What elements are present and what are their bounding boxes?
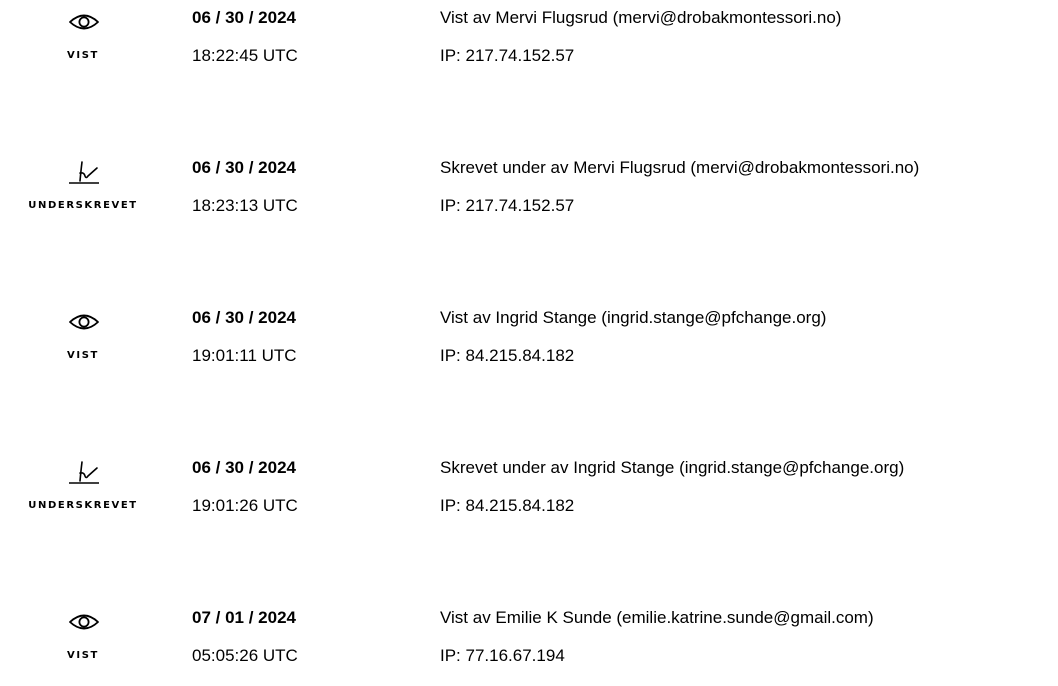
eye-icon <box>67 608 101 636</box>
event-description: Vist av Emilie K Sunde (emilie.katrine.sunde@gmail.com) <box>440 608 874 627</box>
event-label: VIST <box>67 350 99 361</box>
event-date: 06 / 30 / 2024 <box>192 458 296 477</box>
audit-entry <box>0 606 1058 686</box>
event-time: 18:23:13 UTC <box>192 196 298 215</box>
event-type <box>0 306 166 386</box>
event-date: 06 / 30 / 2024 <box>192 308 296 327</box>
audit-entry <box>0 6 1058 86</box>
event-time: 19:01:11 UTC <box>192 346 297 365</box>
event-label: UNDERSKREVET <box>28 200 138 211</box>
signature-icon <box>67 458 101 486</box>
event-ip: IP: 84.215.84.182 <box>440 346 575 365</box>
event-time: 18:22:45 UTC <box>192 46 298 65</box>
event-type <box>0 606 166 686</box>
audit-entry <box>0 306 1058 386</box>
event-description: Vist av Ingrid Stange (ingrid.stange@pfchange.org) <box>440 308 827 327</box>
event-ip: IP: 84.215.84.182 <box>440 496 575 515</box>
event-label: VIST <box>67 650 99 661</box>
signature-icon <box>67 158 101 186</box>
event-date: 07 / 01 / 2024 <box>192 608 296 627</box>
eye-icon <box>67 308 101 336</box>
event-description: Skrevet under av Mervi Flugsrud (mervi@drobakmontessori.no) <box>440 158 920 177</box>
event-description: Skrevet under av Ingrid Stange (ingrid.stange@pfchange.org) <box>440 458 905 477</box>
event-date: 06 / 30 / 2024 <box>192 8 296 27</box>
event-ip: IP: 217.74.152.57 <box>440 196 575 215</box>
audit-entry <box>0 456 1058 536</box>
event-type <box>0 6 166 86</box>
event-type <box>0 156 166 236</box>
event-label: UNDERSKREVET <box>28 500 138 511</box>
audit-entry <box>0 156 1058 236</box>
event-ip: IP: 217.74.152.57 <box>440 46 575 65</box>
event-date: 06 / 30 / 2024 <box>192 158 296 177</box>
event-type <box>0 456 166 536</box>
event-description: Vist av Mervi Flugsrud (mervi@drobakmontessori.no) <box>440 8 842 27</box>
event-time: 05:05:26 UTC <box>192 646 298 665</box>
event-ip: IP: 77.16.67.194 <box>440 646 565 665</box>
event-time: 19:01:26 UTC <box>192 496 298 515</box>
event-label: VIST <box>67 50 99 61</box>
eye-icon <box>67 8 101 36</box>
